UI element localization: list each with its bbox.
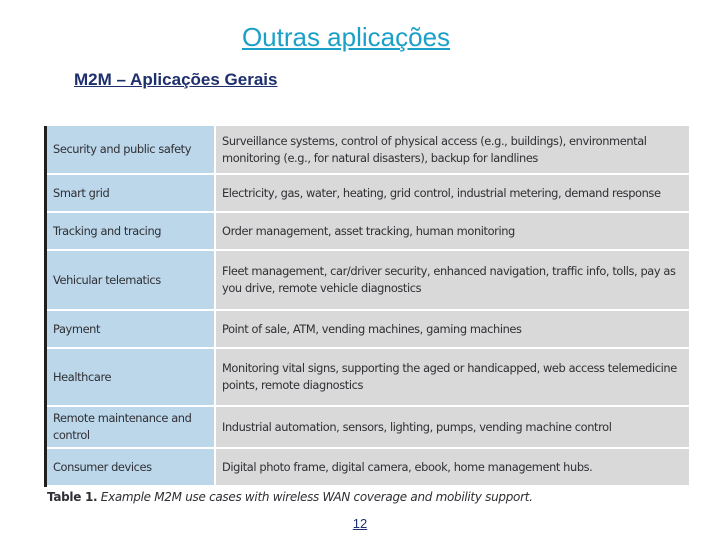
description-cell: Order management, asset tracking, human monitoring — [215, 212, 689, 250]
category-cell: Smart grid — [47, 174, 215, 212]
table-row — [47, 310, 689, 348]
table-row — [47, 348, 689, 406]
slide-subtitle: M2M – Aplicações Gerais — [74, 70, 278, 89]
category-cell: Tracking and tracing — [47, 212, 215, 250]
table-row — [47, 174, 689, 212]
table-row — [47, 448, 689, 486]
slide-title: Outras aplicações — [241, 22, 451, 52]
table-row — [47, 250, 689, 310]
category-cell: Vehicular telematics — [47, 250, 215, 310]
use-case-table-container — [44, 126, 689, 487]
table-caption-text: Example M2M use cases with wireless WAN coverage and mobility support. — [100, 490, 533, 504]
category-cell: Consumer devices — [47, 448, 215, 486]
description-cell: Monitoring vital signs, supporting the aged or handicapped, web access telemedicine points, remote diagnostics — [215, 348, 689, 406]
category-cell: Payment — [47, 310, 215, 348]
category-cell: Healthcare — [47, 348, 215, 406]
description-cell: Surveillance systems, control of physical access (e.g., buildings), environmental monitoring (e.g., for natural disasters), backup for landlines — [215, 126, 689, 174]
description-cell: Digital photo frame, digital camera, ebook, home management hubs. — [215, 448, 689, 486]
table-row — [47, 406, 689, 448]
category-cell: Security and public safety — [47, 126, 215, 174]
table-caption-label: Table 1. — [47, 490, 98, 504]
description-cell: Fleet management, car/driver security, enhanced navigation, traffic info, tolls, pay as you drive, remote vehicle diagnostics — [215, 250, 689, 310]
category-cell: Remote maintenance and control — [47, 406, 215, 448]
table-row — [47, 126, 689, 174]
use-case-table — [47, 126, 689, 487]
table-row — [47, 212, 689, 250]
page-number: 12 — [352, 516, 368, 531]
table-caption — [47, 490, 533, 504]
description-cell: Electricity, gas, water, heating, grid control, industrial metering, demand response — [215, 174, 689, 212]
description-cell: Industrial automation, sensors, lighting, pumps, vending machine control — [215, 406, 689, 448]
description-cell: Point of sale, ATM, vending machines, gaming machines — [215, 310, 689, 348]
